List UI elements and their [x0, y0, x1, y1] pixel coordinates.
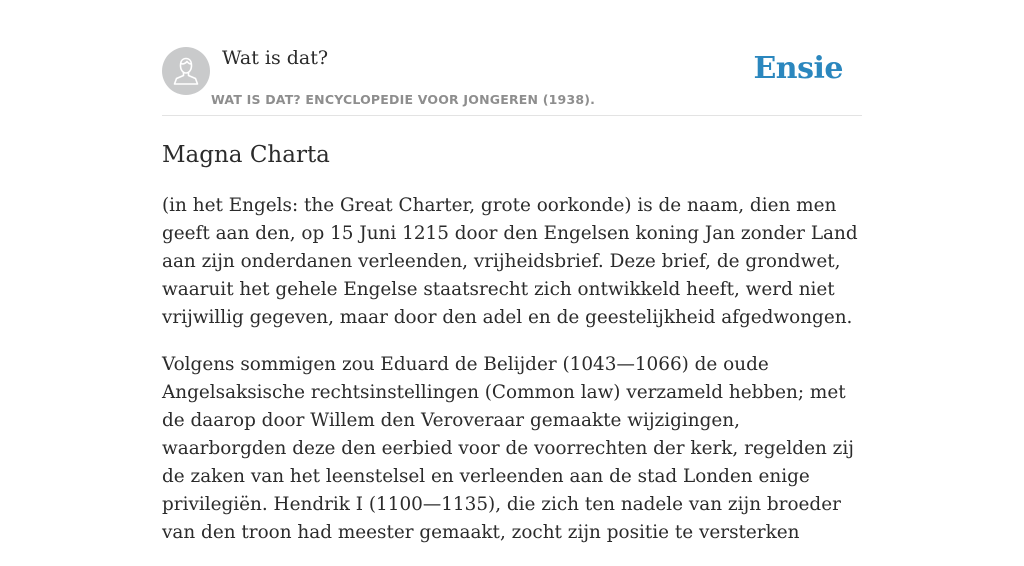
- source-header: [162, 0, 862, 116]
- article-title: Magna Charta: [162, 142, 330, 168]
- content-container: [162, 0, 862, 543]
- person-outline-icon: [162, 47, 210, 95]
- ensie-logo[interactable]: Ensie: [753, 51, 843, 86]
- article-paragraph: (in het Engels: the Great Charter, grote oorkonde) is de naam, dien men geeft aan den, op 15 Juni 1215 door den Engelsen koning Jan zonder Land aan zijn onderdanen verleenden, vrijheidsbrief. Deze brief, de grondwet, waaruit het gehele Engelse staatsrecht zich ontwikkeld heeft, werd niet vrijwillig gegeven, maar door den adel en de geestelijkheid afgedwongen.: [162, 195, 858, 328]
- article-body: [162, 192, 868, 566]
- user-avatar-icon[interactable]: [162, 47, 210, 95]
- source-subtitle[interactable]: WAT IS DAT? ENCYCLOPEDIE VOOR JONGEREN (1938).: [211, 92, 596, 107]
- article-paragraph: Volgens sommigen zou Eduard de Belijder (1043—1066) de oude Angelsaksische rechtsinstellingen (Common law) verzameld hebben; met de daarop door Willem den Veroveraar gemaakte wijzigingen, waarborgden deze den eerbied voor de voorrechten der kerk, regelden zij de zaken van het leenstelsel en verleenden aan de stad Londen enige privilegiën. Hendrik I (1100—1135), die zich ten nadele van zijn broeder van den troon had meester gemaakt, zocht zijn positie te versterken: [162, 354, 854, 543]
- source-title[interactable]: Wat is dat?: [222, 47, 329, 69]
